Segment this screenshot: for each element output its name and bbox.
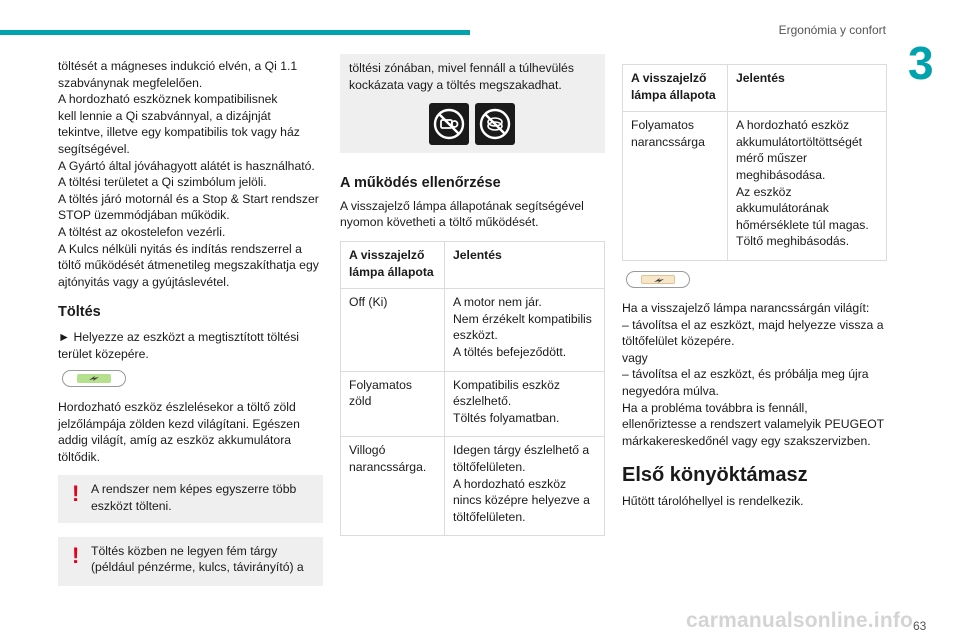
text-line: vagy (622, 350, 648, 365)
header-lamp-state (623, 65, 728, 112)
orange-indicator-instructions (622, 300, 887, 449)
cell-line: Az eszköz (736, 184, 792, 199)
text-line: Hordozható eszköz észlelésekor a töltő zöld (58, 400, 296, 415)
text-line: A Gyártó által jóváhagyott alátét is használható. (58, 158, 315, 173)
cell-line: mérő műszer (736, 151, 808, 166)
text-line: jelzőlámpája zölden kezd világítani. Egészen (58, 416, 300, 431)
text-line: töltését a mágneses indukció elvén, a Qi 1.1 (58, 59, 298, 73)
header-line: lámpa állapota (631, 87, 716, 102)
cell-line: narancssárga (631, 134, 705, 149)
cell-line: A motor nem jár. (453, 295, 542, 310)
charging-indicator-icon (62, 370, 126, 387)
text-line: töltődik. (58, 449, 101, 464)
table-header-row (623, 65, 887, 112)
warning-exclamation-icon: ! (72, 481, 80, 507)
table-row (341, 437, 605, 536)
text-line: A Kulcs nélküli nyitás és indítás rendszerrel a (58, 241, 302, 256)
header-lamp-state (341, 241, 445, 288)
heading-charging: Töltés (58, 304, 101, 321)
cell-line: meghibásodása. (736, 167, 826, 182)
prohibition-icons (349, 103, 595, 145)
text-line: addig világít, amíg az eszköz akkumulátora (58, 433, 292, 448)
step-line: ► Helyezze az eszközt a megtisztított töltési (58, 329, 300, 344)
text-line: tekintve, illetve egy kompatibilis tok vagy ház (58, 125, 300, 140)
operation-check-intro (340, 198, 605, 231)
table-row (341, 371, 605, 437)
text-line: STOP üzemmódjában működik. (58, 208, 230, 223)
text-line: töltő működését átmenetileg megszakíthatja egy (58, 258, 319, 273)
header-meaning: Jelentés (445, 241, 605, 288)
text-line: ellenőriztesse a rendszert valamelyik PEUGEOT (622, 417, 885, 432)
text-line: A töltést az okostelefon vezérli. (58, 224, 226, 239)
cell-line: Kompatibilis eszköz (453, 377, 561, 392)
cell-line: Nem érzékelt kompatibilis (453, 311, 592, 326)
warning-exclamation-icon: ! (72, 542, 80, 568)
column-1 (58, 58, 323, 586)
cell-lamp-state (341, 371, 445, 437)
warning-line: (például pénzérme, kulcs, távirányító) a (91, 560, 304, 575)
header-line: lámpa állapota (349, 264, 434, 279)
header-line: A visszajelző (631, 71, 707, 85)
cell-line: nincs középre helyezve a (453, 493, 590, 508)
text-line: A visszajelző lámpa állapotának segítségével (340, 198, 584, 213)
indicator-status-table-continued (622, 64, 887, 261)
cell-line: töltőfelületen. (453, 509, 526, 524)
cell-meaning (445, 289, 605, 371)
warning-continuation-text (349, 60, 595, 93)
cell-lamp-state (341, 437, 445, 536)
cell-lamp-state (341, 289, 445, 371)
cell-meaning (445, 371, 605, 437)
text-line: ajtónyitás vagy a gyújtáslevétel. (58, 274, 230, 289)
cell-line: Töltés folyamatban. (453, 410, 560, 425)
warning-text (91, 543, 315, 576)
heading-front-armrest: Első könyöktámasz (622, 464, 808, 487)
warning-line: A rendszer nem képes egyszerre több (91, 482, 297, 497)
header-line: A visszajelző (349, 247, 425, 262)
cell-line: hőmérséklete túl magas. (736, 217, 869, 232)
warning-line: kockázata vagy a töltés megszakadhat. (349, 77, 562, 92)
text-line: segítségével. (58, 141, 130, 156)
cell-line: észlelhető. (453, 394, 512, 409)
text-line: töltőfelület közepére. (622, 334, 735, 349)
text-line: – távolítsa el az eszközt, és próbálja meg újra (622, 367, 869, 382)
no-key-card-icon (429, 103, 469, 145)
armrest-text: Hűtött tárolóhellyel is rendelkezik. (622, 494, 804, 509)
indicator-status-table (340, 241, 605, 536)
step-line: terület közepére. (58, 346, 149, 361)
step-text (58, 329, 323, 362)
text-line: nyomon követheti a töltő működését. (340, 215, 539, 230)
page-number: 63 (913, 619, 927, 633)
cell-line: töltőfelületen. (453, 459, 526, 474)
cell-line: Folyamatos zöld (349, 377, 412, 409)
cell-meaning (445, 437, 605, 536)
text-line: Ha a probléma továbbra is fennáll, (622, 400, 808, 415)
heading-operation-check: A működés ellenőrzése (340, 175, 501, 192)
cell-line: Folyamatos (631, 118, 694, 133)
cell-line: A töltés befejeződött. (453, 344, 567, 359)
text-line: A töltés járó motornál és a Stop & Start rendszer (58, 191, 319, 206)
charging-indicator-icon (626, 271, 690, 288)
warning-continuation-box (340, 54, 605, 153)
text-line: Ha a visszajelző lámpa narancssárgán világít: (622, 300, 870, 315)
no-coins-icon (475, 103, 515, 145)
text-line: márkakereskedőnél vagy egy szakszervizben. (622, 433, 871, 448)
cell-line: narancssárga. (349, 459, 427, 474)
section-title: Ergonómia y confort (778, 23, 886, 37)
header-meaning: Jelentés (728, 65, 887, 112)
text-line: A töltési területet a Qi szimbólum jelöli. (58, 175, 267, 190)
cell-line: eszközt. (453, 328, 498, 343)
table-row (341, 289, 605, 371)
cell-line: Off (Ki) (349, 295, 388, 310)
cell-lamp-state (623, 112, 728, 261)
cell-line: akkumulátorának (736, 201, 829, 216)
cell-line: A hordozható eszköz (736, 118, 850, 133)
text-line: A hordozható eszköznek kompatibilisnek (58, 92, 278, 107)
detection-text (58, 399, 323, 465)
header-accent-bar (0, 30, 470, 35)
warning-box-multiple (58, 475, 323, 522)
cell-line: Idegen tárgy észlelhető a (453, 443, 590, 458)
text-line: negyedóra múlva. (622, 383, 719, 398)
table-row (623, 112, 887, 261)
warning-line: töltési zónában, mivel fennáll a túlhevülés (349, 61, 574, 75)
warning-text (91, 481, 315, 514)
cell-line: akkumulátortöltöttségét (736, 134, 863, 149)
column-3 (622, 64, 887, 510)
warning-line: Töltés közben ne legyen fém tárgy (91, 543, 278, 558)
text-line: szabványnak megfelelően. (58, 75, 203, 90)
cell-line: A hordozható eszköz (453, 476, 567, 491)
warning-box-metal (58, 537, 323, 586)
table-header-row (341, 241, 605, 288)
column-2 (340, 54, 605, 536)
cell-line: Töltő meghibásodás. (736, 234, 850, 249)
watermark: carmanualsonline.info (686, 609, 914, 632)
cell-line: Villogó (349, 443, 386, 458)
chapter-number: 3 (908, 37, 934, 89)
text-line: kell lennie a Qi szabvánnyal, a dizájnját (58, 108, 271, 123)
text-line: – távolítsa el az eszközt, majd helyezze vissza a (622, 317, 884, 332)
cell-meaning (728, 112, 887, 261)
warning-line: eszközt tölteni. (91, 499, 172, 514)
intro-text (58, 58, 323, 290)
